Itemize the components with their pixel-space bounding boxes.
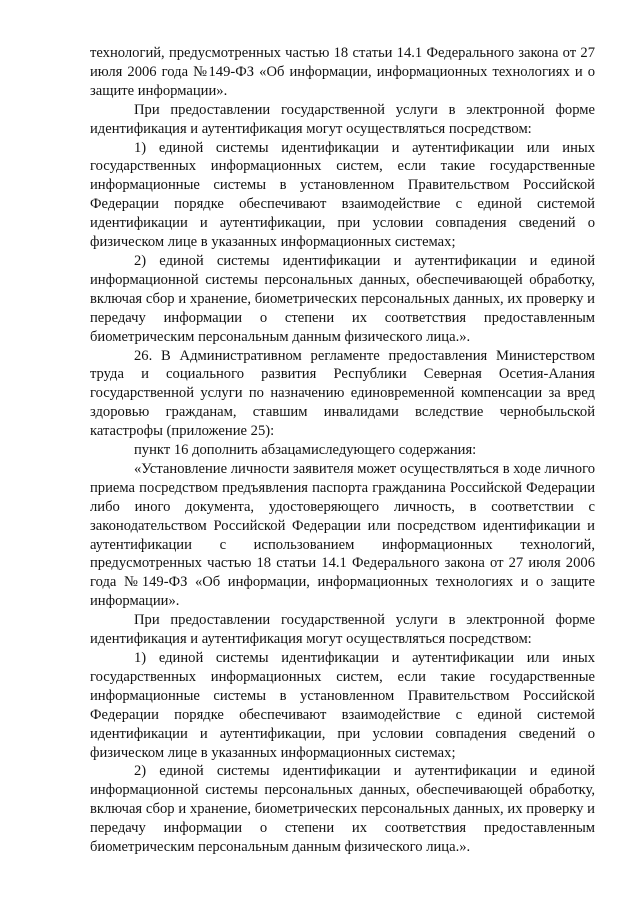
paragraph-electronic-identification-2: При предоставлении государственной услуги в электронной форме идентификация и аутентификация могут осуществляться посредством: — [90, 612, 595, 648]
paragraph-continuation: технологий, предусмотренных частью 18 статьи 14.1 Федерального закона от 27 июля 2006 года №149-ФЗ «Об информации, информационных технологиях и о защите информации». — [90, 45, 595, 99]
paragraph-item-26: 26. В Административном регламенте предоставления Министерством труда и социального развития Республики Северная Осетия-Алания государственной услуги по назначению единовременной компенсации за вред здоровью гражданам, ставшим инвалидами вследствие чернобыльской катастрофы (приложение 25): — [90, 347, 595, 440]
paragraph-electronic-identification: При предоставлении государственной услуги в электронной форме идентификация и аутентификация могут осуществляться посредством: — [90, 101, 595, 137]
list-item-2-biometric-2: 2) единой системы идентификации и аутентификации и единой информационной системы персональных данных, обеспечивающей обработку, включая сбор и хранение, биометрических персональных данных, их проверку и передачу информации о степени их соответствия предоставленным биометрическим персональным данным физического лица.». — [90, 763, 595, 856]
list-item-2-biometric: 2) единой системы идентификации и аутентификации и единой информационной системы персональных данных, обеспечивающей обработку, включая сбор и хранение, биометрических персональных данных, их проверку и передачу информации о степени их соответствия предоставленным биометрическим персональным данным физического лица.». — [90, 252, 595, 345]
list-item-1-esia-2: 1) единой системы идентификации и аутентификации или иных государственных информационных систем, если такие государственные информационные системы в установленном Правительством Российской Федерации порядке обеспечивают взаимодействие с единой системой идентификации и аутентификации, при условии совпадения сведений о физическом лице в указанных информационных системах; — [90, 650, 595, 761]
paragraph-identity-verification: «Установление личности заявителя может осуществляться в ходе личного приема посредством предъявления паспорта гражданина Российской Федерации либо иного документа, удостоверяющего личность, в соответствии с законодательством Российской Федерации или посредством идентификации и аутентификации с использованием информационных технологий, предусмотренных частью 18 статьи 14.1 Федерального закона от 27 июля 2006 года №149-ФЗ «Об информации, информационных технологиях и о защите информации». — [90, 460, 595, 610]
paragraph-point-16: пункт 16 дополнить абзацамиследующего содержания: — [134, 442, 477, 459]
list-item-1-esia: 1) единой системы идентификации и аутентификации или иных государственных информационных систем, если такие государственные информационные системы в установленном Правительством Российской Федерации порядке обеспечивают взаимодействие с единой системой идентификации и аутентификации, при условии совпадения сведений о физическом лице в указанных информационных системах; — [90, 139, 595, 251]
document-page — [90, 44, 595, 857]
